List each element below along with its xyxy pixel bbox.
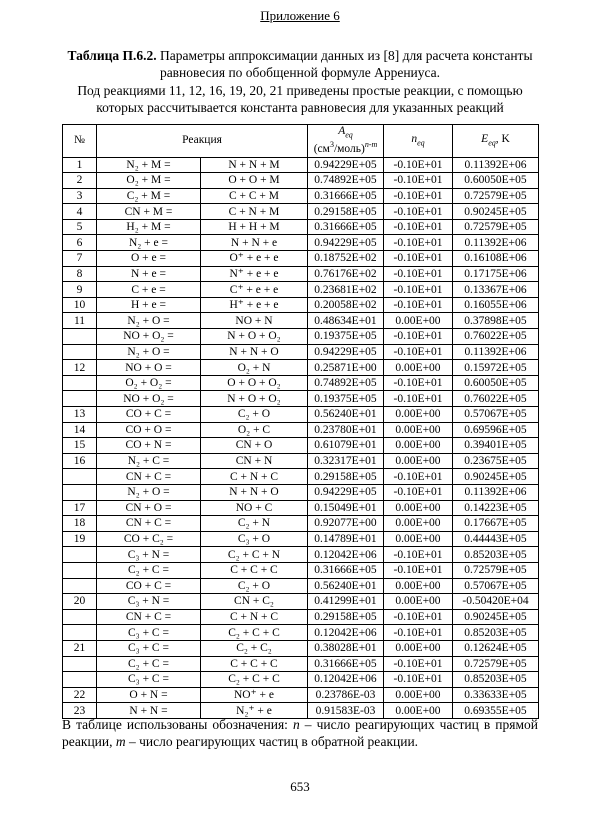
table-row (63, 625, 539, 641)
table-row (63, 219, 539, 235)
cell-reaction-left: N₂ + O = (97, 313, 201, 329)
cell-reaction-right: O⁺ + e + e (201, 251, 308, 267)
table-row (63, 235, 539, 251)
cell-a-eq: 0.32317E+01 (308, 453, 384, 469)
cell-n-eq: -0.10E+01 (384, 625, 453, 641)
cell-e-eq: 0.11392E+06 (453, 235, 539, 251)
cell-num (63, 547, 97, 563)
cell-reaction-left: CN + C = (97, 469, 201, 485)
cell-num (63, 625, 97, 641)
table-row (63, 656, 539, 672)
cell-a-eq: 0.14789E+01 (308, 531, 384, 547)
cell-a-eq: 0.19375E+05 (308, 329, 384, 345)
table-row (63, 266, 539, 282)
cell-e-eq: 0.33633E+05 (453, 687, 539, 703)
table-header-row (63, 125, 539, 158)
cell-num: 1 (63, 157, 97, 173)
cell-num: 12 (63, 360, 97, 376)
col-header-n (384, 125, 453, 158)
cell-n-eq: -0.10E+01 (384, 391, 453, 407)
table-row (63, 594, 539, 610)
cell-reaction-right: C + N + C (201, 469, 308, 485)
cell-reaction-right: NO + N (201, 313, 308, 329)
table-row (63, 157, 539, 173)
cell-a-eq: 0.94229E+05 (308, 235, 384, 251)
cell-e-eq: 0.57067E+05 (453, 407, 539, 423)
cell-a-eq: 0.48634E+01 (308, 313, 384, 329)
table-row (63, 562, 539, 578)
cell-reaction-right: N₂⁺ + e (201, 703, 308, 719)
cell-reaction-left: O + N = (97, 687, 201, 703)
cell-num: 6 (63, 235, 97, 251)
table-row (63, 672, 539, 688)
cell-a-eq: 0.41299E+01 (308, 594, 384, 610)
caption-line-2: равновесия по обобщенной формуле Аррениуса. (159, 65, 441, 81)
cell-n-eq: -0.10E+01 (384, 173, 453, 189)
cell-reaction-left: CN + C = (97, 609, 201, 625)
cell-num (63, 562, 97, 578)
cell-reaction-right: C + N + M (201, 204, 308, 220)
cell-n-eq: -0.10E+01 (384, 188, 453, 204)
cell-reaction-right: N + O + O₂ (201, 329, 308, 345)
cell-a-eq: 0.31666E+05 (308, 188, 384, 204)
cell-e-eq: 0.16055E+06 (453, 297, 539, 313)
cell-reaction-right: N⁺ + e + e (201, 266, 308, 282)
caption-line-3: Под реакциями 11, 12, 16, 19, 20, 21 приведены простые реакции, с помощью (77, 82, 523, 98)
cell-reaction-right: C₂ + N (201, 516, 308, 532)
cell-num: 21 (63, 640, 97, 656)
appendix-label: Приложение 6 (260, 8, 340, 23)
caption-line-4: которых рассчитывается константа равновесия для указанных реакций (96, 99, 504, 115)
col-header-e (453, 125, 539, 158)
table-row (63, 422, 539, 438)
cell-a-eq: 0.76176E+02 (308, 266, 384, 282)
cell-e-eq: 0.13367E+06 (453, 282, 539, 298)
cell-a-eq: 0.31666E+05 (308, 656, 384, 672)
cell-n-eq: -0.10E+01 (384, 656, 453, 672)
a-unit-close: /моль) (333, 142, 365, 155)
table-row (63, 469, 539, 485)
cell-n-eq: 0.00E+00 (384, 594, 453, 610)
cell-e-eq: 0.76022E+05 (453, 329, 539, 345)
cell-n-eq: -0.10E+01 (384, 251, 453, 267)
table-row (63, 282, 539, 298)
cell-a-eq: 0.15049E+01 (308, 500, 384, 516)
cell-reaction-left: CO + O = (97, 422, 201, 438)
cell-reaction-left: C₃ + N = (97, 594, 201, 610)
cell-num: 10 (63, 297, 97, 313)
cell-a-eq: 0.18752E+02 (308, 251, 384, 267)
table-row (63, 360, 539, 376)
table-body (63, 157, 539, 718)
cell-e-eq: 0.76022E+05 (453, 391, 539, 407)
e-subscript: eq (488, 138, 496, 148)
footnote-text-3: – число реагирующих частиц в обратной реакции. (125, 734, 419, 750)
cell-reaction-left: CN + O = (97, 500, 201, 516)
cell-n-eq: -0.10E+01 (384, 344, 453, 360)
cell-num (63, 329, 97, 345)
cell-reaction-right: N + N + O (201, 484, 308, 500)
cell-e-eq: 0.72579E+05 (453, 562, 539, 578)
cell-reaction-right: C₂ + C + C (201, 625, 308, 641)
cell-e-eq: 0.17667E+05 (453, 516, 539, 532)
cell-reaction-right: NO + C (201, 500, 308, 516)
cell-n-eq: -0.10E+01 (384, 609, 453, 625)
cell-reaction-right: C⁺ + e + e (201, 282, 308, 298)
cell-n-eq: 0.00E+00 (384, 500, 453, 516)
cell-reaction-right: C₂ + O (201, 407, 308, 423)
table-row (63, 251, 539, 267)
cell-n-eq: -0.10E+01 (384, 157, 453, 173)
cell-reaction-right: C + N + C (201, 609, 308, 625)
cell-a-eq: 0.20058E+02 (308, 297, 384, 313)
cell-reaction-right: C₂ + C + N (201, 547, 308, 563)
cell-n-eq: -0.10E+01 (384, 562, 453, 578)
cell-num: 23 (63, 703, 97, 719)
cell-e-eq: 0.23675E+05 (453, 453, 539, 469)
cell-e-eq: 0.90245E+05 (453, 204, 539, 220)
cell-e-eq: 0.90245E+05 (453, 609, 539, 625)
cell-reaction-left: C₂ + C = (97, 656, 201, 672)
cell-reaction-right: N + O + O₂ (201, 391, 308, 407)
cell-n-eq: 0.00E+00 (384, 453, 453, 469)
a-unit-sup: 3 (329, 139, 334, 149)
cell-a-eq: 0.19375E+05 (308, 391, 384, 407)
table-row (63, 438, 539, 454)
cell-reaction-left: C₃ + N = (97, 547, 201, 563)
cell-reaction-left: N₂ + M = (97, 157, 201, 173)
cell-e-eq: 0.14223E+05 (453, 500, 539, 516)
cell-reaction-right: O₂ + C (201, 422, 308, 438)
cell-num (63, 469, 97, 485)
cell-a-eq: 0.92077E+00 (308, 516, 384, 532)
cell-reaction-left: C₃ + C = (97, 640, 201, 656)
cell-a-eq: 0.94229E+05 (308, 157, 384, 173)
cell-e-eq: 0.85203E+05 (453, 547, 539, 563)
n-symbol: n (411, 133, 418, 146)
cell-reaction-left: CO + C = (97, 578, 201, 594)
cell-e-eq: 0.69596E+05 (453, 422, 539, 438)
cell-num (63, 578, 97, 594)
cell-n-eq: 0.00E+00 (384, 687, 453, 703)
cell-n-eq: -0.10E+01 (384, 672, 453, 688)
cell-e-eq: 0.44443E+05 (453, 531, 539, 547)
cell-a-eq: 0.31666E+05 (308, 562, 384, 578)
cell-a-eq: 0.94229E+05 (308, 344, 384, 360)
cell-e-eq: 0.57067E+05 (453, 578, 539, 594)
footnote-text-1: В таблице использованы обозначения: (62, 717, 293, 732)
cell-e-eq: 0.11392E+06 (453, 157, 539, 173)
cell-e-eq: 0.85203E+05 (453, 625, 539, 641)
cell-num (63, 375, 97, 391)
cell-e-eq: 0.72579E+05 (453, 219, 539, 235)
cell-reaction-left: N + N = (97, 703, 201, 719)
cell-reaction-left: C₂ + M = (97, 188, 201, 204)
cell-n-eq: -0.10E+01 (384, 547, 453, 563)
cell-num (63, 344, 97, 360)
cell-a-eq: 0.61079E+01 (308, 438, 384, 454)
cell-a-eq: 0.23786E-03 (308, 687, 384, 703)
cell-reaction-right: C₂ + C₂ (201, 640, 308, 656)
cell-reaction-right: CN + N (201, 453, 308, 469)
cell-e-eq: 0.15972E+05 (453, 360, 539, 376)
cell-a-eq: 0.91583E-03 (308, 703, 384, 719)
cell-e-eq: 0.60050E+05 (453, 375, 539, 391)
cell-n-eq: 0.00E+00 (384, 360, 453, 376)
cell-a-eq: 0.29158E+05 (308, 609, 384, 625)
cell-reaction-right: C + C + M (201, 188, 308, 204)
cell-num: 13 (63, 407, 97, 423)
table-row (63, 204, 539, 220)
cell-reaction-left: N₂ + e = (97, 235, 201, 251)
cell-reaction-left: H₂ + M = (97, 219, 201, 235)
table-row (63, 578, 539, 594)
cell-num: 8 (63, 266, 97, 282)
table-row (63, 407, 539, 423)
cell-a-eq: 0.12042E+06 (308, 625, 384, 641)
col-header-num: № (63, 125, 97, 158)
cell-num: 19 (63, 531, 97, 547)
cell-e-eq: 0.16108E+06 (453, 251, 539, 267)
cell-reaction-left: N₂ + C = (97, 453, 201, 469)
cell-reaction-right: CN + O (201, 438, 308, 454)
cell-a-eq: 0.94229E+05 (308, 484, 384, 500)
cell-num (63, 484, 97, 500)
cell-reaction-right: O + O + M (201, 173, 308, 189)
table-caption (60, 47, 540, 116)
cell-num (63, 609, 97, 625)
cell-n-eq: -0.10E+01 (384, 219, 453, 235)
cell-num: 17 (63, 500, 97, 516)
cell-a-eq: 0.74892E+05 (308, 375, 384, 391)
footnote-m-symbol: m (115, 734, 126, 750)
table-row (63, 329, 539, 345)
cell-num: 7 (63, 251, 97, 267)
cell-n-eq: 0.00E+00 (384, 531, 453, 547)
cell-reaction-right: H⁺ + e + e (201, 297, 308, 313)
cell-reaction-left: CO + C = (97, 407, 201, 423)
cell-a-eq: 0.56240E+01 (308, 407, 384, 423)
cell-n-eq: -0.10E+01 (384, 297, 453, 313)
cell-reaction-right: NO⁺ + e (201, 687, 308, 703)
a-unit-open: (см (313, 142, 330, 155)
caption-text-1: Параметры аппроксимации данных из [8] для расчета константы (160, 48, 533, 63)
cell-reaction-left: N + e = (97, 266, 201, 282)
table-row (63, 188, 539, 204)
cell-e-eq: 0.69355E+05 (453, 703, 539, 719)
cell-num: 22 (63, 687, 97, 703)
cell-reaction-right: C₂ + C + C (201, 672, 308, 688)
cell-n-eq: 0.00E+00 (384, 578, 453, 594)
cell-a-eq: 0.23681E+02 (308, 282, 384, 298)
cell-reaction-left: NO + O₂ = (97, 329, 201, 345)
cell-e-eq: 0.11392E+06 (453, 344, 539, 360)
cell-a-eq: 0.12042E+06 (308, 547, 384, 563)
cell-e-eq: 0.60050E+05 (453, 173, 539, 189)
table-row (63, 453, 539, 469)
cell-n-eq: -0.10E+01 (384, 329, 453, 345)
table-row (63, 297, 539, 313)
cell-num: 15 (63, 438, 97, 454)
table-row (63, 531, 539, 547)
table-row (63, 173, 539, 189)
table-row (63, 609, 539, 625)
table-row (63, 516, 539, 532)
cell-e-eq: 0.11392E+06 (453, 484, 539, 500)
cell-n-eq: 0.00E+00 (384, 313, 453, 329)
cell-a-eq: 0.31666E+05 (308, 219, 384, 235)
cell-num: 2 (63, 173, 97, 189)
cell-num: 16 (63, 453, 97, 469)
cell-n-eq: -0.10E+01 (384, 235, 453, 251)
col-header-a (308, 125, 384, 158)
cell-reaction-right: C + C + C (201, 562, 308, 578)
cell-reaction-right: C + C + C (201, 656, 308, 672)
cell-n-eq: 0.00E+00 (384, 640, 453, 656)
table-row (63, 547, 539, 563)
cell-reaction-right: C₃ + O (201, 531, 308, 547)
cell-num: 11 (63, 313, 97, 329)
table-row (63, 313, 539, 329)
footnote-n-symbol: n (292, 717, 300, 732)
cell-e-eq: 0.72579E+05 (453, 656, 539, 672)
a-symbol: A (338, 125, 346, 137)
cell-e-eq: -0.50420E+04 (453, 594, 539, 610)
cell-a-eq: 0.12042E+06 (308, 672, 384, 688)
a-subscript: eq (345, 130, 353, 140)
cell-reaction-left: C + e = (97, 282, 201, 298)
cell-reaction-right: O₂ + N (201, 360, 308, 376)
cell-e-eq: 0.39401E+05 (453, 438, 539, 454)
table-row (63, 500, 539, 516)
cell-reaction-right: CN + C₂ (201, 594, 308, 610)
cell-num: 14 (63, 422, 97, 438)
n-subscript: eq (417, 138, 425, 148)
cell-reaction-right: C₂ + O (201, 578, 308, 594)
cell-reaction-right: N + N + O (201, 344, 308, 360)
cell-num: 18 (63, 516, 97, 532)
e-unit: , K (495, 133, 510, 146)
cell-reaction-left: CN + C = (97, 516, 201, 532)
cell-reaction-left: CO + N = (97, 438, 201, 454)
cell-num (63, 656, 97, 672)
cell-n-eq: -0.10E+01 (384, 204, 453, 220)
page-number: 653 (290, 779, 310, 794)
cell-e-eq: 0.12624E+05 (453, 640, 539, 656)
cell-e-eq: 0.37898E+05 (453, 313, 539, 329)
cell-n-eq: -0.10E+01 (384, 469, 453, 485)
table-row (63, 391, 539, 407)
cell-num: 3 (63, 188, 97, 204)
cell-n-eq: 0.00E+00 (384, 703, 453, 719)
table-row (63, 687, 539, 703)
cell-a-eq: 0.74892E+05 (308, 173, 384, 189)
cell-a-eq: 0.25871E+00 (308, 360, 384, 376)
cell-reaction-left: H + e = (97, 297, 201, 313)
caption-table-number: Таблица П.6.2. (67, 48, 157, 63)
cell-a-eq: 0.23780E+01 (308, 422, 384, 438)
cell-n-eq: -0.10E+01 (384, 375, 453, 391)
table-footnote (62, 716, 538, 751)
cell-n-eq: -0.10E+01 (384, 282, 453, 298)
cell-n-eq: 0.00E+00 (384, 438, 453, 454)
cell-reaction-left: CN + M = (97, 204, 201, 220)
cell-num (63, 672, 97, 688)
cell-reaction-left: C₂ + C = (97, 562, 201, 578)
cell-num: 9 (63, 282, 97, 298)
cell-reaction-left: CO + C₂ = (97, 531, 201, 547)
cell-n-eq: -0.10E+01 (384, 266, 453, 282)
cell-e-eq: 0.72579E+05 (453, 188, 539, 204)
cell-num: 4 (63, 204, 97, 220)
col-header-reaction: Реакция (97, 125, 308, 158)
cell-e-eq: 0.17175E+06 (453, 266, 539, 282)
approximation-parameters-table (62, 124, 539, 719)
cell-reaction-right: H + H + M (201, 219, 308, 235)
cell-reaction-left: N₂ + O = (97, 344, 201, 360)
caption-line-1 (60, 47, 540, 64)
table-row (63, 344, 539, 360)
cell-reaction-left: NO + O = (97, 360, 201, 376)
cell-e-eq: 0.90245E+05 (453, 469, 539, 485)
cell-reaction-left: O + e = (97, 251, 201, 267)
cell-num (63, 391, 97, 407)
cell-num: 5 (63, 219, 97, 235)
table-row (63, 484, 539, 500)
cell-n-eq: 0.00E+00 (384, 422, 453, 438)
cell-e-eq: 0.85203E+05 (453, 672, 539, 688)
cell-reaction-left: NO + O₂ = (97, 391, 201, 407)
cell-reaction-left: C₃ + C = (97, 672, 201, 688)
cell-n-eq: 0.00E+00 (384, 516, 453, 532)
footnote-text-2: – число реагирующих частиц в прямой реакции, (62, 717, 538, 750)
cell-num: 20 (63, 594, 97, 610)
cell-a-eq: 0.29158E+05 (308, 204, 384, 220)
cell-n-eq: 0.00E+00 (384, 407, 453, 423)
cell-reaction-left: C₃ + C = (97, 625, 201, 641)
cell-a-eq: 0.56240E+01 (308, 578, 384, 594)
cell-reaction-left: O₂ + O₂ = (97, 375, 201, 391)
cell-reaction-right: O + O + O₂ (201, 375, 308, 391)
table-row (63, 375, 539, 391)
running-header (0, 8, 600, 24)
cell-reaction-right: N + N + e (201, 235, 308, 251)
cell-a-eq: 0.29158E+05 (308, 469, 384, 485)
table-row (63, 640, 539, 656)
cell-a-eq: 0.38028E+01 (308, 640, 384, 656)
cell-n-eq: -0.10E+01 (384, 484, 453, 500)
cell-reaction-right: N + N + M (201, 157, 308, 173)
a-exponent: n-m (364, 139, 378, 149)
e-symbol: E (481, 133, 489, 146)
cell-reaction-left: O₂ + M = (97, 173, 201, 189)
cell-reaction-left: N₂ + O = (97, 484, 201, 500)
